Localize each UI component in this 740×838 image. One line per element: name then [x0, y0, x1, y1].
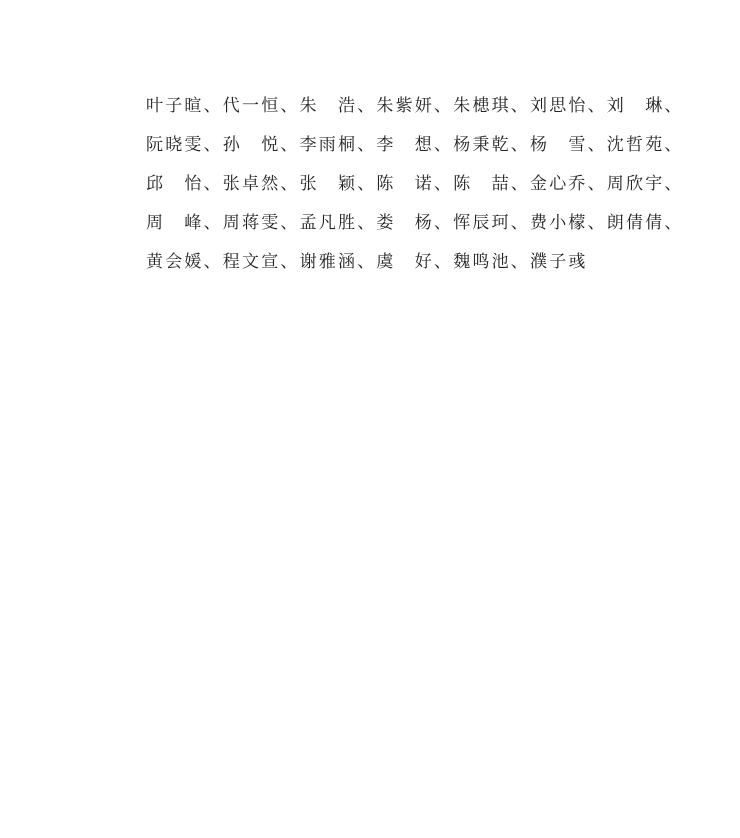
- name-line-3: 邱 怡、张卓然、张 颖、陈 诺、陈 喆、金心乔、周欣宇、: [146, 174, 684, 194]
- name-line-1: 叶子暄、代一恒、朱 浩、朱紫妍、朱槵琪、刘思怡、刘 琳、: [146, 96, 684, 116]
- name-line-2: 阮晓雯、孙 悦、李雨桐、李 想、杨秉乾、杨 雪、沈哲苑、: [146, 135, 684, 155]
- name-line-4: 周 峰、周蒋雯、孟凡胜、娄 杨、恽辰珂、费小檬、朗倩倩、: [146, 213, 684, 233]
- name-line-5: 黄会媛、程文宣、谢雅涵、虞 好、魏鸣池、濮子彧: [146, 252, 588, 272]
- name-list: [146, 92, 684, 287]
